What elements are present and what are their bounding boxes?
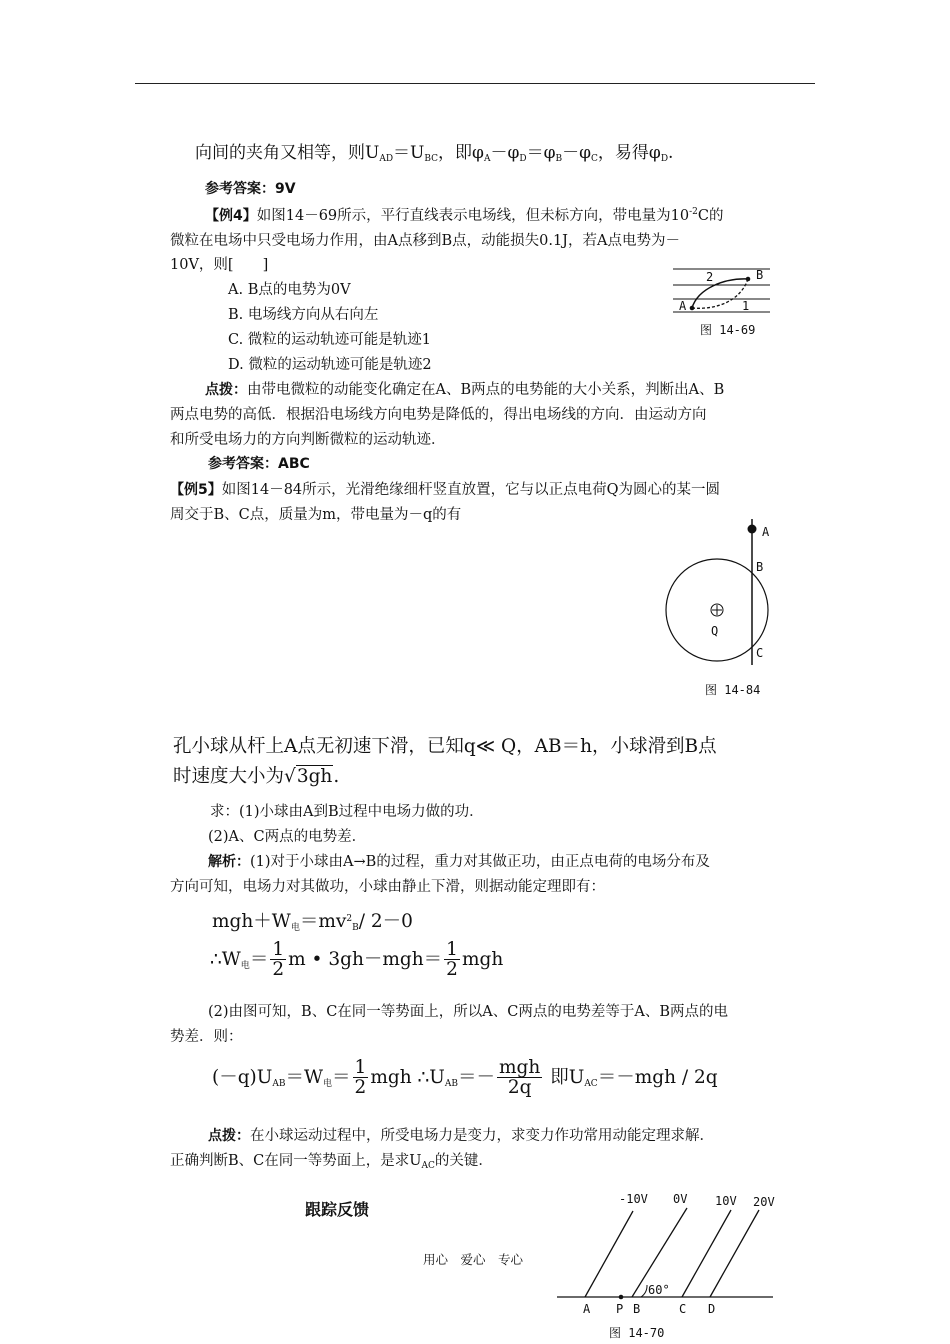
equipotential-line xyxy=(682,1210,731,1297)
point-a xyxy=(690,306,695,311)
equation-3: $(-q)U_{AB}=W_电=$ $\frac{1}{2}$ mgh $\therefore U_{AB}=-$ $\frac{\text{mgh}}{2q}$ 即$U_{AC}=-mgh / 2q$ xyxy=(212,1057,718,1099)
ex5-question-1: 求：(1)小球由A到B过程中电场力做的功． xyxy=(210,804,484,820)
ex4-hint-line1: 点拨：由带电微粒的动能变化确定在A、B两点的电势能的大小关系，判断出A、B xyxy=(205,382,725,398)
label-minus10v: -10V xyxy=(619,1192,648,1206)
ex4-hint-line2: 两点电势的高低．根据沿电场线方向电势是降低的，得出电场线的方向．由运动方向 xyxy=(170,407,707,423)
label-a: A xyxy=(762,525,770,539)
continuation-line: 向间的夹角又相等，则$U_{AD}=U_{BC}$，即$\varphi_A-\varphi_D=\varphi_B-\varphi_C$，易得$\varphi_D$. xyxy=(195,143,674,164)
ex5-line2: 周交于B、C点，质量为m，带电量为－q的有 xyxy=(170,507,462,523)
label-10v: 10V xyxy=(715,1194,737,1208)
label-q: Q xyxy=(711,624,719,638)
ex4-option-a: A. B点的电势为0V xyxy=(228,282,351,298)
ex4-line3: 10V，则[ ] xyxy=(170,257,269,273)
header-rule xyxy=(135,83,815,84)
label-b: B xyxy=(756,560,764,574)
figure-14-70 xyxy=(555,1185,780,1344)
angle-arc xyxy=(641,1285,647,1297)
ex5-line1: 【例5】如图14－84所示，光滑绝缘细杆竖直放置，它与以正点电荷Q为圆心的某一圆 xyxy=(170,482,721,498)
ex5-part2-line1: (2)由图可知，B、C在同一等势面上，所以A、C两点的电势差等于A、B两点的电 xyxy=(208,1004,728,1020)
ex5-hint-line2: 正确判断B、C在同一等势面上，是求$U_{AC}$的关键． xyxy=(170,1153,493,1171)
label-0v: 0V xyxy=(673,1192,688,1206)
label-20v: 20V xyxy=(753,1195,775,1209)
ex4-hint-line3: 和所受电场力的方向判断微粒的运动轨迹． xyxy=(170,432,446,448)
ex4-option-c: C. 微粒的运动轨迹可能是轨迹1 xyxy=(228,332,432,348)
label-c: C xyxy=(756,646,764,660)
ex5-analysis-line1: 解析：(1)对于小球由A→B的过程，重力对其做正功，由正点电荷的电场分布及 xyxy=(208,854,710,870)
label-1: 1 xyxy=(742,299,750,313)
ex4-option-b: B. 电场线方向从右向左 xyxy=(228,307,379,323)
label-a: A xyxy=(583,1302,591,1316)
label-b: B xyxy=(633,1302,641,1316)
label-2: 2 xyxy=(706,270,714,284)
point-p xyxy=(619,1295,624,1300)
footer: 用心 爱心 专心 xyxy=(423,1252,524,1267)
label-d: D xyxy=(708,1302,716,1316)
ex5-hint-line1: 点拨：在小球运动过程中，所受电场力是变力，求变力作功常用动能定理求解． xyxy=(208,1128,714,1144)
figure-caption: 图 14-84 xyxy=(705,683,761,697)
label-a: A xyxy=(679,299,687,313)
label-angle: 60° xyxy=(648,1283,670,1297)
ex5-question-2: (2)A、C两点的电势差． xyxy=(208,829,367,845)
equation-1: $mgh+W_电=mv^2_B/$ 2－0 xyxy=(212,911,413,933)
ex4-line1: 【例4】如图14－69所示，平行直线表示电场线，但未标方向，带电量为$10^{-2}C$的 xyxy=(205,207,724,224)
ex5-analysis-line2: 方向可知，电场力对其做功，小球由静止下滑，则据动能定理即有： xyxy=(170,879,605,895)
ex4-line2: 微粒在电场中只受电场力作用，由A点移到B点，动能损失0.1J，若A点电势为－ xyxy=(170,233,680,249)
figure-caption: 图 14-69 xyxy=(700,323,756,337)
equipotential-line xyxy=(585,1211,633,1297)
label-c: C xyxy=(679,1302,687,1316)
answer-prev: 参考答案：9V xyxy=(205,181,296,197)
label-b: B xyxy=(756,268,764,282)
ex5-part2-line2: 势差．则： xyxy=(170,1029,243,1045)
ex5-big-line1: 孔小球从杆上A点无初速下滑，已知q≪ Q，AB＝h，小球滑到B点 xyxy=(173,736,717,757)
feedback-title: 跟踪反馈 xyxy=(305,1200,370,1219)
ball xyxy=(748,525,757,534)
ex4-option-d: D. 微粒的运动轨迹可能是轨迹2 xyxy=(228,357,432,373)
ex4-answer: 参考答案：ABC xyxy=(208,456,310,472)
figure-14-84 xyxy=(660,515,780,700)
equipotential-line xyxy=(710,1210,759,1297)
ex5-big-line2: 时速度大小为√3gh. xyxy=(173,766,340,787)
equation-2: $\therefore W_电=$ $\frac{1}{2}$ m • 3gh－mgh＝ $\frac{1}{2}$ mgh xyxy=(210,939,504,981)
label-p: P xyxy=(616,1302,624,1316)
point-b xyxy=(746,277,751,282)
figure-14-69 xyxy=(670,262,780,342)
figure-caption: 图 14-70 xyxy=(609,1326,665,1340)
